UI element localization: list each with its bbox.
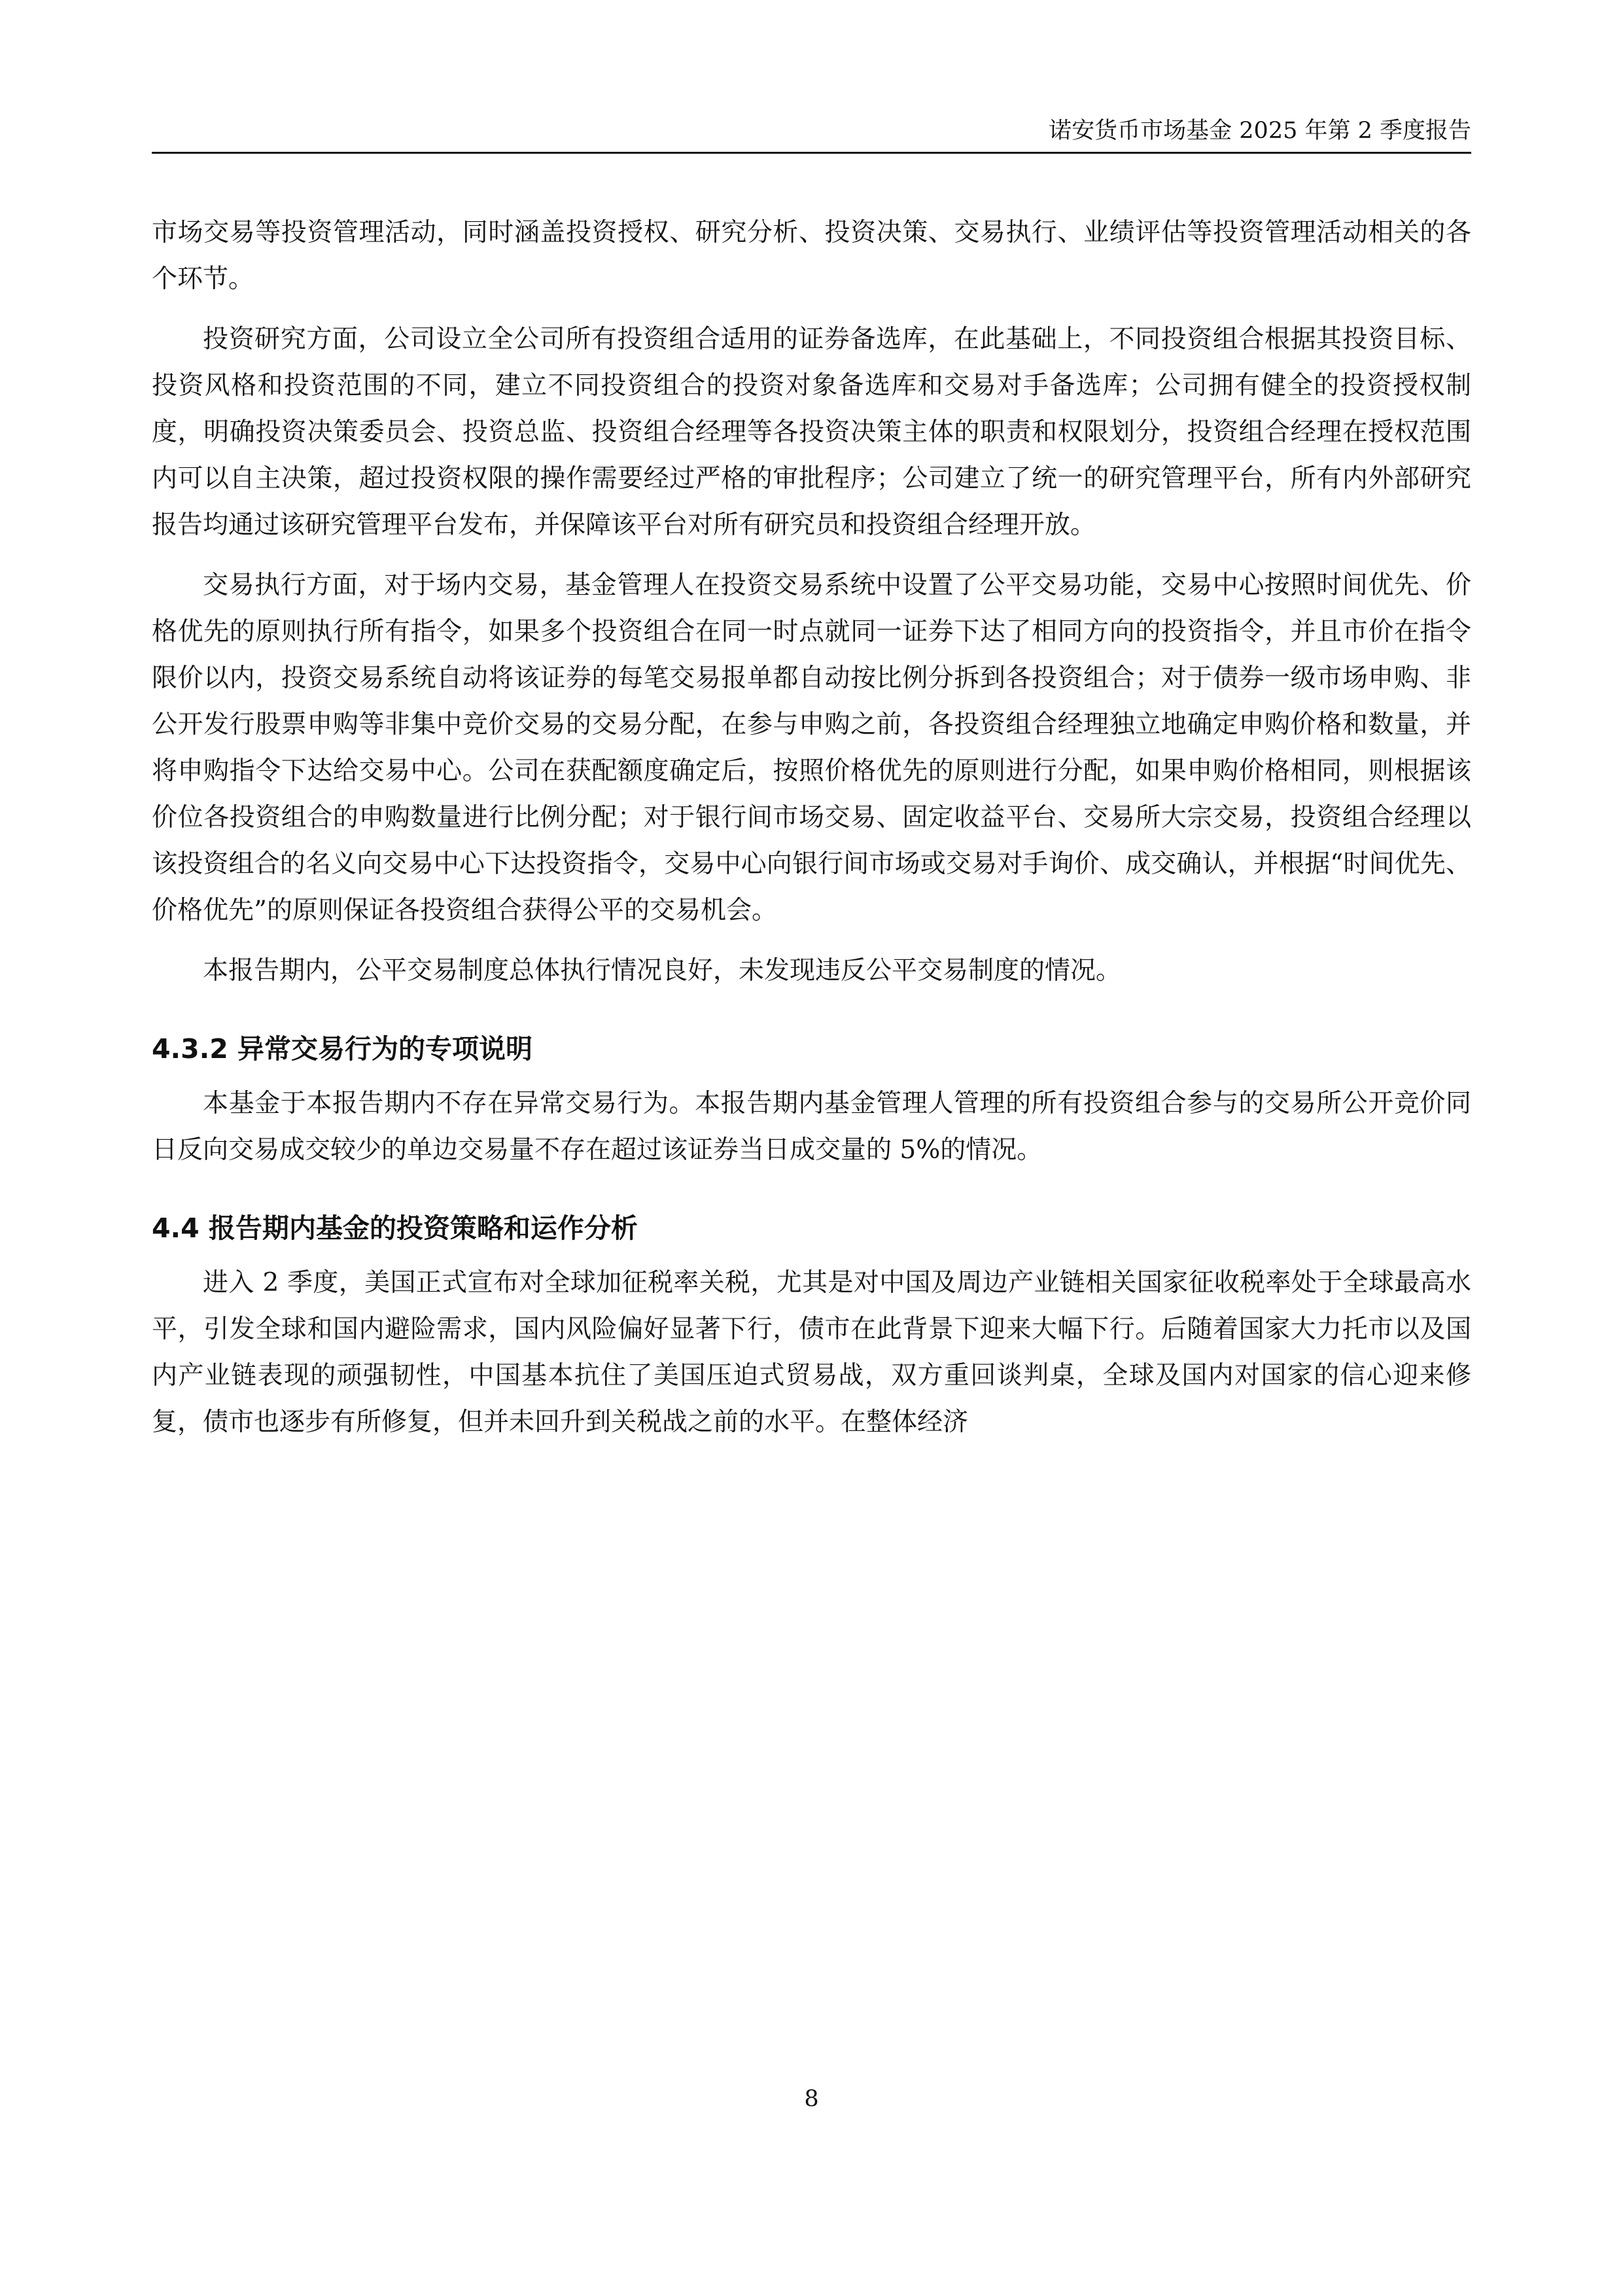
paragraph-fair-trading-summary: 本报告期内，公平交易制度总体执行情况良好，未发现违反公平交易制度的情况。	[203, 956, 1122, 985]
page-header	[152, 98, 1471, 154]
paragraph-continuation: 市场交易等投资管理活动，同时涵盖投资授权、研究分析、投资决策、交易执行、业绩评估等投资管理活动相关的各个环节。	[152, 218, 1471, 294]
report-title: 诺安货币市场基金 2025 年第 2 季度报告	[1049, 118, 1471, 144]
paragraph-investment-research: 投资研究方面，公司设立全公司所有投资组合适用的证券备选库，在此基础上，不同投资组合根据其投资目标、投资风格和投资范围的不同，建立不同投资组合的投资对象备选库和交易对手备选库；公司拥有健全的投资授权制度，明确投资决策委员会、投资总监、投资组合经理等各投资决策主体的职责和权限划分，投资组合经理在授权范围内可以自主决策，超过投资权限的操作需要经过严格的审批程序；公司建立了统一的研究管理平台，所有内外部研究报告均通过该研究管理平台发布，并保障该平台对所有研究员和投资组合经理开放。	[152, 325, 1471, 540]
paragraph-trade-execution: 交易执行方面，对于场内交易，基金管理人在投资交易系统中设置了公平交易功能，交易中心按照时间优先、价格优先的原则执行所有指令，如果多个投资组合在同一时点就同一证券下达了相同方向的投资指令，并且市价在指令限价以内，投资交易系统自动将该证券的每笔交易报单都自动按比例分拆到各投资组合；对于债券一级市场申购、非公开发行股票申购等非集中竞价交易的交易分配，在参与申购之前，各投资组合经理独立地确定申购价格和数量，并将申购指令下达给交易中心。公司在获配额度确定后，按照价格优先的原则进行分配，如果申购价格相同，则根据该价位各投资组合的申购数量进行比例分配；对于银行间市场交易、固定收益平台、交易所大宗交易，投资组合经理以该投资组合的名义向交易中心下达投资指令，交易中心向银行间市场或交易对手询价、成交确认，并根据“时间优先、价格优先”的原则保证各投资组合获得公平的交易机会。	[152, 571, 1471, 925]
document-body	[152, 209, 1471, 1445]
section-heading-4-4: 4.4 报告期内基金的投资策略和运作分析	[152, 1212, 638, 1244]
paragraph-investment-strategy: 进入 2 季度，美国正式宣布对全球加征税率关税，尤其是对中国及周边产业链相关国家征收税率处于全球最高水平，引发全球和国内避险需求，国内风险偏好显著下行，债市在此背景下迎来大幅下行。后随着国家大力托市以及国内产业链表现的顽强韧性，中国基本抗住了美国压迫式贸易战，双方重回谈判桌，全球及国内对国家的信心迎来修复，债市也逐步有所修复，但并未回升到关税战之前的水平。在整体经济	[152, 1268, 1471, 1437]
section-heading-4-3-2: 4.3.2 异常交易行为的专项说明	[152, 1033, 533, 1065]
paragraph-abnormal-trading: 本基金于本报告期内不存在异常交易行为。本报告期内基金管理人管理的所有投资组合参与的交易所公开竞价同日反向交易成交较少的单边交易量不存在超过该证券当日成交量的 5%的情况。	[152, 1089, 1471, 1165]
page-number: 8	[804, 2086, 819, 2112]
